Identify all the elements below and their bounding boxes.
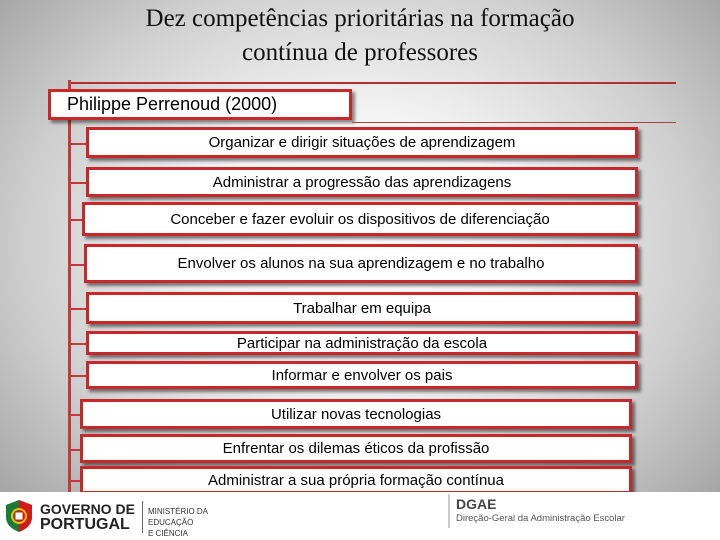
- government-name: [40, 501, 135, 533]
- ministry-line-2: E CIÊNCIA: [148, 529, 189, 538]
- competence-item: Administrar a sua própria formação contínua: [80, 466, 632, 494]
- title-line-2: contínua de professores: [241, 39, 479, 66]
- competence-item: Envolver os alunos na sua aprendizagem e no trabalho: [84, 244, 638, 283]
- dgae-logo: [448, 494, 648, 528]
- portugal-emblem-icon: [4, 499, 34, 533]
- tree-connector: [70, 182, 86, 184]
- ministry-line-1: MINISTÉRIO DA EDUCAÇÃO: [148, 507, 208, 527]
- gov-line-1: GOVERNO DE: [40, 501, 135, 517]
- tree-connector: [70, 219, 82, 221]
- tree-connector: [70, 343, 86, 345]
- competence-item: Utilizar novas tecnologias: [80, 399, 632, 429]
- title-line-1: Dez competências prioritárias na formação: [145, 5, 575, 32]
- competence-item: Organizar e dirigir situações de aprendizagem: [86, 127, 638, 158]
- page-title: [0, 2, 720, 70]
- tree-connector: [70, 308, 86, 310]
- author-underline: [352, 122, 676, 123]
- tree-connector: [70, 143, 86, 145]
- header-divider: [70, 82, 676, 84]
- competence-item: Administrar a progressão das aprendizagens: [86, 167, 638, 197]
- tree-spine: [68, 80, 71, 492]
- competence-item: Informar e envolver os pais: [86, 361, 638, 389]
- dgae-subtitle: Direção-Geral da Administração Escolar: [456, 513, 625, 524]
- competence-item: Participar na administração da escola: [86, 331, 638, 355]
- tree-connector: [70, 375, 86, 377]
- tree-connector: [70, 449, 80, 451]
- competence-item: Conceber e fazer evoluir os dispositivos de diferenciação: [82, 202, 638, 236]
- tree-connector: [70, 414, 80, 416]
- ministry-name: [148, 506, 232, 539]
- competence-item: Enfrentar os dilemas éticos da profissão: [80, 434, 632, 463]
- gov-line-2: PORTUGAL: [40, 516, 130, 533]
- tree-connector: [70, 264, 84, 266]
- competence-item: Trabalhar em equipa: [86, 292, 638, 324]
- tree-connector: [70, 480, 80, 482]
- logo-divider: [142, 501, 143, 533]
- dgae-title: DGAE: [456, 496, 497, 512]
- government-logo: [4, 499, 232, 538]
- author-label: Philippe Perrenoud (2000): [48, 89, 352, 120]
